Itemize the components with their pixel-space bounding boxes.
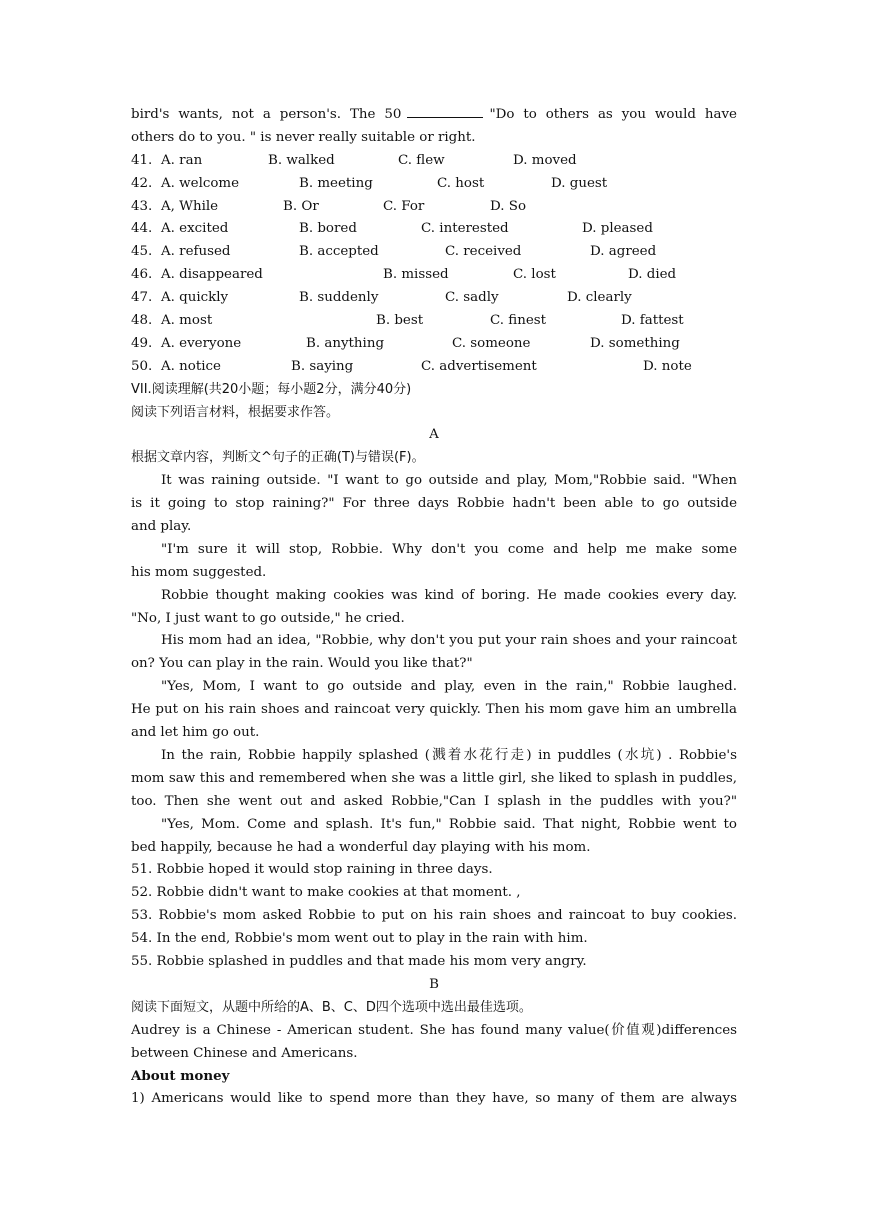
question-row: 48. A. most B. best C. finest D. fattest bbox=[131, 313, 684, 329]
part-instruction: 根据文章内容，判断文^句子的正确(T)与错误(F)。 bbox=[131, 450, 425, 466]
question-row: 42. A. welcome B. meeting C. host D. guest bbox=[131, 175, 608, 191]
passage-line: Audrey is a Chinese - American student. She has found many value(价值观)differences bbox=[131, 1022, 737, 1038]
statement-item: 55. Robbie splashed in puddles and that made his mom very angry. bbox=[131, 953, 587, 969]
question-row: 50. A. notice B. saying C. advertisement D. note bbox=[131, 358, 692, 374]
passage-line: 1) Americans would like to spend more than they have, so many of them are always bbox=[131, 1091, 737, 1107]
passage-line: too. Then she went out and asked Robbie,"Can I splash in the puddles with you?" bbox=[131, 793, 737, 809]
passage-line: his mom suggested. bbox=[131, 564, 267, 580]
question-row: 43. A, While B. Or C. For D. So bbox=[131, 198, 527, 214]
passage-line: In the rain, Robbie happily splashed (溅着水花行走) in puddles (水坑) . Robbie's bbox=[161, 747, 737, 763]
statement-item: 52. Robbie didn't want to make cookies at that moment. , bbox=[131, 885, 521, 901]
passage-line: "Yes, Mom. Come and splash. It's fun," Robbie said. That night, Robbie went to bbox=[161, 816, 737, 832]
question-row: 41. A. ran B. walked C. flew D. moved bbox=[131, 152, 577, 168]
passage-line: It was raining outside. "I want to go outside and play, Mom,"Robbie said. "When bbox=[161, 473, 737, 489]
question-row: 44. A. excited B. bored C. interested D. pleased bbox=[131, 221, 653, 237]
subheading: About money bbox=[131, 1068, 230, 1085]
part-label: A bbox=[429, 427, 439, 443]
document-page bbox=[131, 104, 737, 1111]
question-row: 49. A. everyone B. anything C. someone D. something bbox=[131, 335, 680, 351]
question-row: 46. A. disappeared B. missed C. lost D. died bbox=[131, 267, 677, 283]
statement-item: 54. In the end, Robbie's mom went out to play in the rain with him. bbox=[131, 931, 588, 947]
passage-line: Robbie thought making cookies was kind of boring. He made cookies every day. bbox=[161, 587, 737, 603]
passage-line: "I'm sure it will stop, Robbie. Why don't you come and help me make some bbox=[161, 541, 737, 557]
part-label: B bbox=[429, 976, 439, 992]
passage-line: bird's wants, not a person's. The 50 "Do to others as you would have bbox=[131, 107, 737, 122]
passage-line: mom saw this and remembered when she was a little girl, she liked to splash in puddles, bbox=[131, 770, 737, 786]
passage-line: His mom had an idea, "Robbie, why don't you put your rain shoes and your raincoat bbox=[161, 633, 737, 649]
passage-line: bed happily, because he had a wonderful day playing with his mom. bbox=[131, 839, 591, 855]
reading-passage bbox=[131, 470, 737, 859]
section-instruction: 阅读下列语言材料，根据要求作答。 bbox=[131, 404, 340, 420]
passage-line: others do to you. " is never really suitable or right. bbox=[131, 129, 476, 145]
statement-list bbox=[131, 859, 737, 973]
passage-line: and play. bbox=[131, 519, 192, 535]
statement-item: 51. Robbie hoped it would stop raining in three days. bbox=[131, 862, 493, 878]
question-row: 47. A. quickly B. suddenly C. sadly D. clearly bbox=[131, 290, 632, 306]
answer-blank bbox=[407, 105, 483, 118]
passage-line: is it going to stop raining?" For three days Robbie hadn't been able to go outside bbox=[131, 496, 737, 512]
statement-item: 53. Robbie's mom asked Robbie to put on his rain shoes and raincoat to buy cookies. bbox=[131, 908, 737, 924]
passage-line: "Yes, Mom, I want to go outside and play, even in the rain," Robbie laughed. bbox=[161, 679, 737, 695]
passage-line: "No, I just want to go outside," he cried. bbox=[131, 610, 405, 626]
question-list bbox=[131, 150, 737, 379]
passage-line: and let him go out. bbox=[131, 725, 260, 741]
passage-line: between Chinese and Americans. bbox=[131, 1045, 358, 1061]
passage-line: He put on his rain shoes and raincoat very quickly. Then his mom gave him an umbrella bbox=[131, 702, 737, 718]
question-row: 45. A. refused B. accepted C. received D. agreed bbox=[131, 244, 657, 260]
section-heading: VII.阅读理解(共20小题；每小题2分，满分40分) bbox=[131, 381, 412, 397]
passage-line: on? You can play in the rain. Would you like that?" bbox=[131, 656, 473, 672]
part-instruction: 阅读下面短文，从题中所给的A、B、C、D四个选项中选出最佳选项。 bbox=[131, 999, 532, 1015]
